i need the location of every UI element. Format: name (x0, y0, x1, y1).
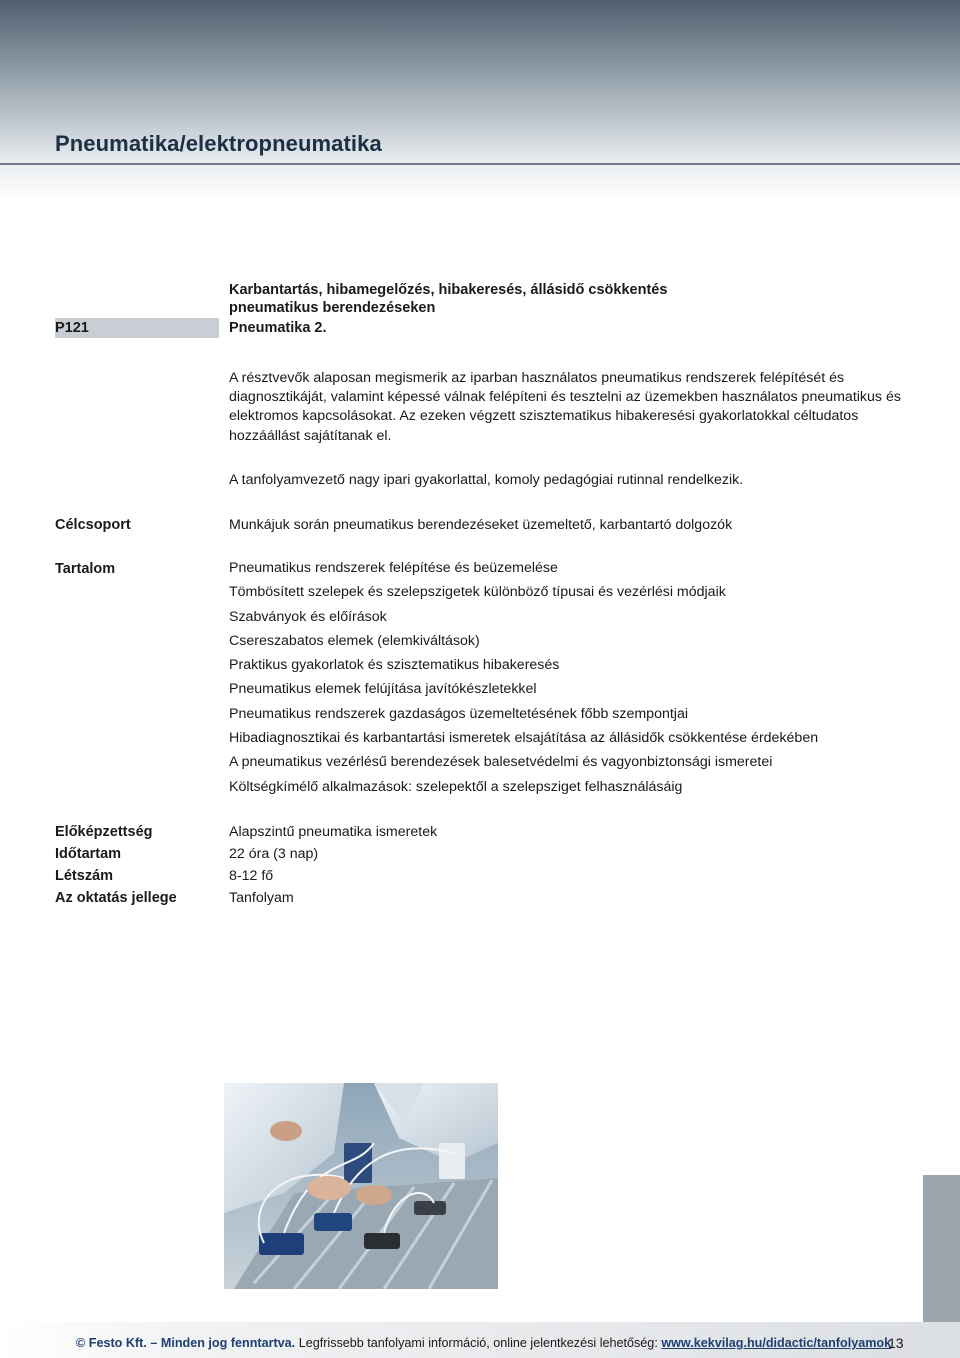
page-title: Pneumatika/elektropneumatika (55, 131, 382, 156)
footer-info: Legfrissebb tanfolyami információ, online jelentkezési lehetőség: (298, 1336, 658, 1350)
footer-text (76, 1336, 891, 1350)
list-item: A pneumatikus vezérlésű berendezések balesetvédelmi és vagyonbiztonsági ismeretei (229, 754, 773, 771)
prereq-value: Alapszintű pneumatika ismeretek (229, 824, 438, 840)
training-type-label: Az oktatás jellege (55, 890, 177, 906)
course-code: P121 (55, 320, 89, 336)
list-item: Tömbösített szelepek és szelepszigetek különböző típusai és vezérlési módjaik (229, 584, 726, 601)
trainer-note: A tanfolyamvezető nagy ipari gyakorlattal, komoly pedagógiai rutinnal rendelkezik. (229, 472, 744, 488)
list-item: Pneumatikus elemek felújítása javítókészletekkel (229, 681, 537, 698)
course-title: Karbantartás, hibamegelőzés, hibakeresés, állásidő csökkentés pneumatikus berendezéseken (229, 282, 668, 316)
target-group-label: Célcsoport (55, 517, 131, 533)
training-photo-illustration (224, 1083, 498, 1289)
prereq-label: Előképzettség (55, 824, 153, 840)
list-item: Szabványok és előírások (229, 608, 387, 625)
headcount-value: 8-12 fő (229, 868, 274, 884)
page-number: 13 (888, 1335, 904, 1351)
course-description: A résztvevők alaposan megismerik az iparban használatos pneumatikus rendszerek felépítését és diagnosztikáját, valamint képessé válnak felépíteni és tesztelni az üzemekben használatos pneumatikus és elektromos kapcsolásokat. Az ezeken végzett szisztematikus hibakeresési gyakorlatokkal céltudatos hozzáállást sajátítanak el. (229, 370, 901, 444)
list-item: Hibadiagnosztikai és karbantartási ismeretek elsajátítása az állásidők csökkentése érdekében (229, 730, 819, 747)
duration-label: Időtartam (55, 846, 122, 862)
list-item: Pneumatikus rendszerek gazdaságos üzemeltetésének főbb szempontjai (229, 705, 688, 722)
training-type-value: Tanfolyam (229, 890, 294, 906)
list-item: Pneumatikus rendszerek felépítése és beüzemelése (229, 560, 558, 576)
course-subtitle: Pneumatika 2. (229, 320, 327, 336)
side-accent-bar (923, 1175, 960, 1322)
headcount-label: Létszám (55, 868, 114, 884)
list-item: Költségkímélő alkalmazások: szelepektől a szelepsziget felhasználásáig (229, 778, 683, 795)
content-label: Tartalom (55, 561, 116, 577)
footer-link[interactable]: www.kekvilag.hu/didactic/tanfolyamok (661, 1336, 892, 1350)
training-photo (224, 1083, 498, 1289)
title-divider (0, 163, 960, 165)
header-gradient-band (0, 0, 960, 200)
list-item: Csereszabatos elemek (elemkiváltások) (229, 632, 480, 649)
content-list (229, 560, 818, 803)
list-item: Praktikus gyakorlatok és szisztematikus hibakeresés (229, 657, 560, 674)
footer-copyright: © Festo Kft. – Minden jog fenntartva. (76, 1336, 296, 1350)
target-group-value: Munkájuk során pneumatikus berendezéseket üzemeltető, karbantartó dolgozók (229, 517, 733, 533)
duration-value: 22 óra (3 nap) (229, 846, 319, 862)
